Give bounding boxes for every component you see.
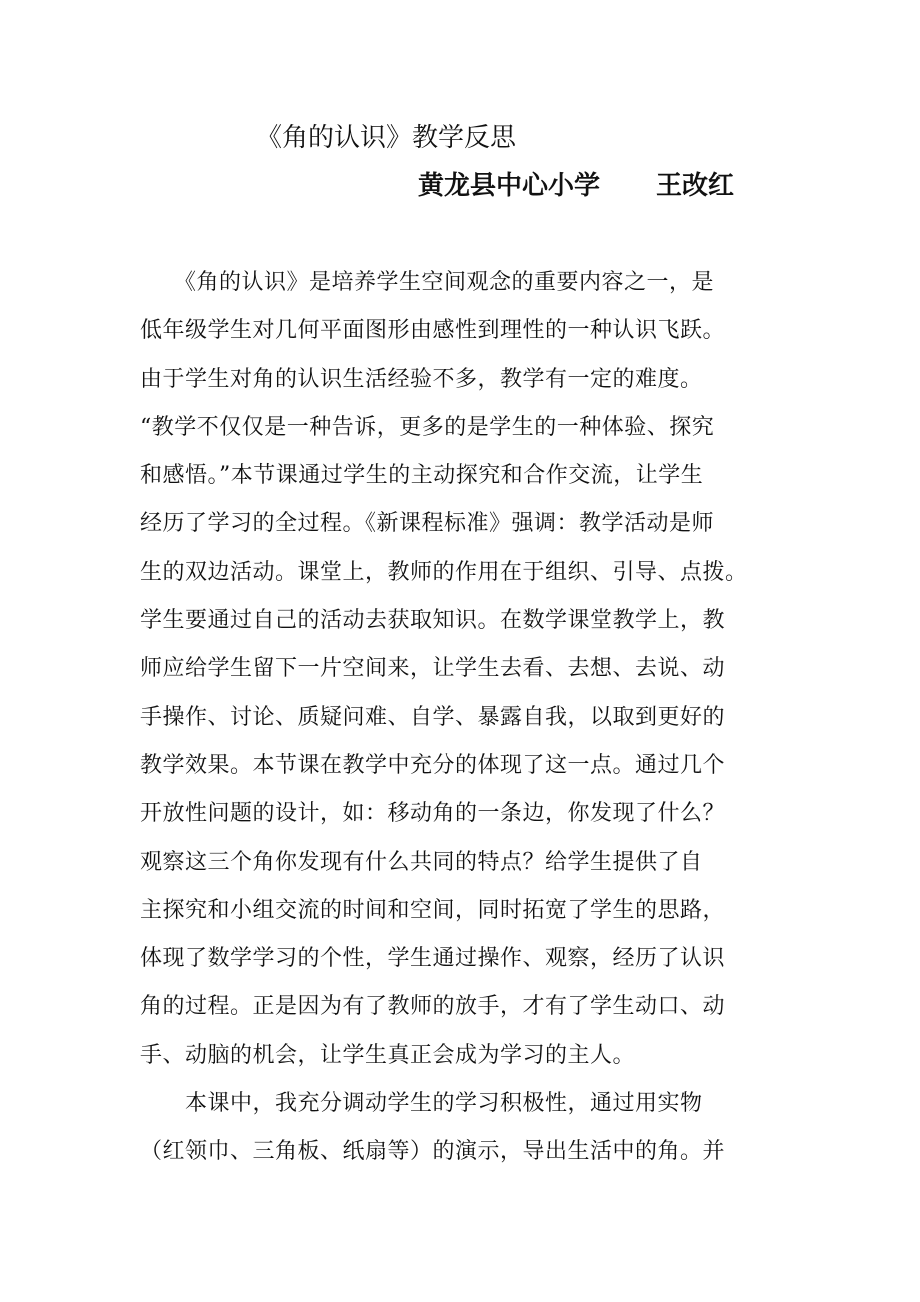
- body-line: 开放性问题的设计，如：移动角的一条边，你发现了什么？: [140, 801, 726, 827]
- body-line: 体现了数学学习的个性，学生通过操作、观察，经历了认识: [140, 946, 726, 972]
- body-line: （红领巾、三角板、纸扇等）的演示，导出生活中的角。并: [140, 1139, 726, 1165]
- body-line: 观察这三个角你发现有什么共同的特点？给学生提供了自: [140, 849, 703, 875]
- body-line: 学生要通过自己的活动去获取知识。在数学课堂教学上，教: [140, 608, 726, 634]
- body-line: 手操作、讨论、质疑问难、自学、暴露自我，以取到更好的: [140, 704, 726, 730]
- body-line: 低年级学生对几何平面图形由感性到理性的一种认识飞跃。: [140, 318, 726, 344]
- body-text: [140, 259, 800, 1177]
- body-line: 经历了学习的全过程。《新课程标准》强调：教学活动是师: [140, 511, 715, 537]
- body-line: 主探究和小组交流的时间和空间，同时拓宽了学生的思路，: [140, 897, 726, 923]
- body-line: 生的双边活动。课堂上，教师的作用在于组织、引导、点拨。: [140, 559, 748, 585]
- body-line: 和感悟。”本节课通过学生的主动探究和合作交流，让学生: [140, 463, 704, 489]
- body-line: 手、动脑的机会，让学生真正会成为学习的主人。: [140, 1042, 636, 1068]
- author-name: 王改红: [656, 171, 735, 201]
- body-line: 教学效果。本节课在教学中充分的体现了这一点。通过几个: [140, 752, 726, 778]
- body-line: “教学不仅仅是一种告诉，更多的是学生的一种体验、探究: [140, 414, 715, 440]
- body-line: 由于学生对角的认识生活经验不多，教学有一定的难度。: [140, 366, 703, 392]
- body-line: 角的过程。正是因为有了教师的放手，才有了学生动口、动: [140, 994, 726, 1020]
- author-byline: [418, 166, 734, 206]
- document-title: 《角的认识》教学反思: [256, 123, 517, 153]
- body-line: 师应给学生留下一片空间来，让学生去看、去想、去说、动: [140, 656, 726, 682]
- body-line: 《角的认识》是培养学生空间观念的重要内容之一，是: [140, 270, 715, 295]
- body-line: 本课中，我充分调动学生的学习积极性，通过用实物: [140, 1091, 703, 1117]
- school-name: 黄龙县中心小学: [418, 171, 601, 201]
